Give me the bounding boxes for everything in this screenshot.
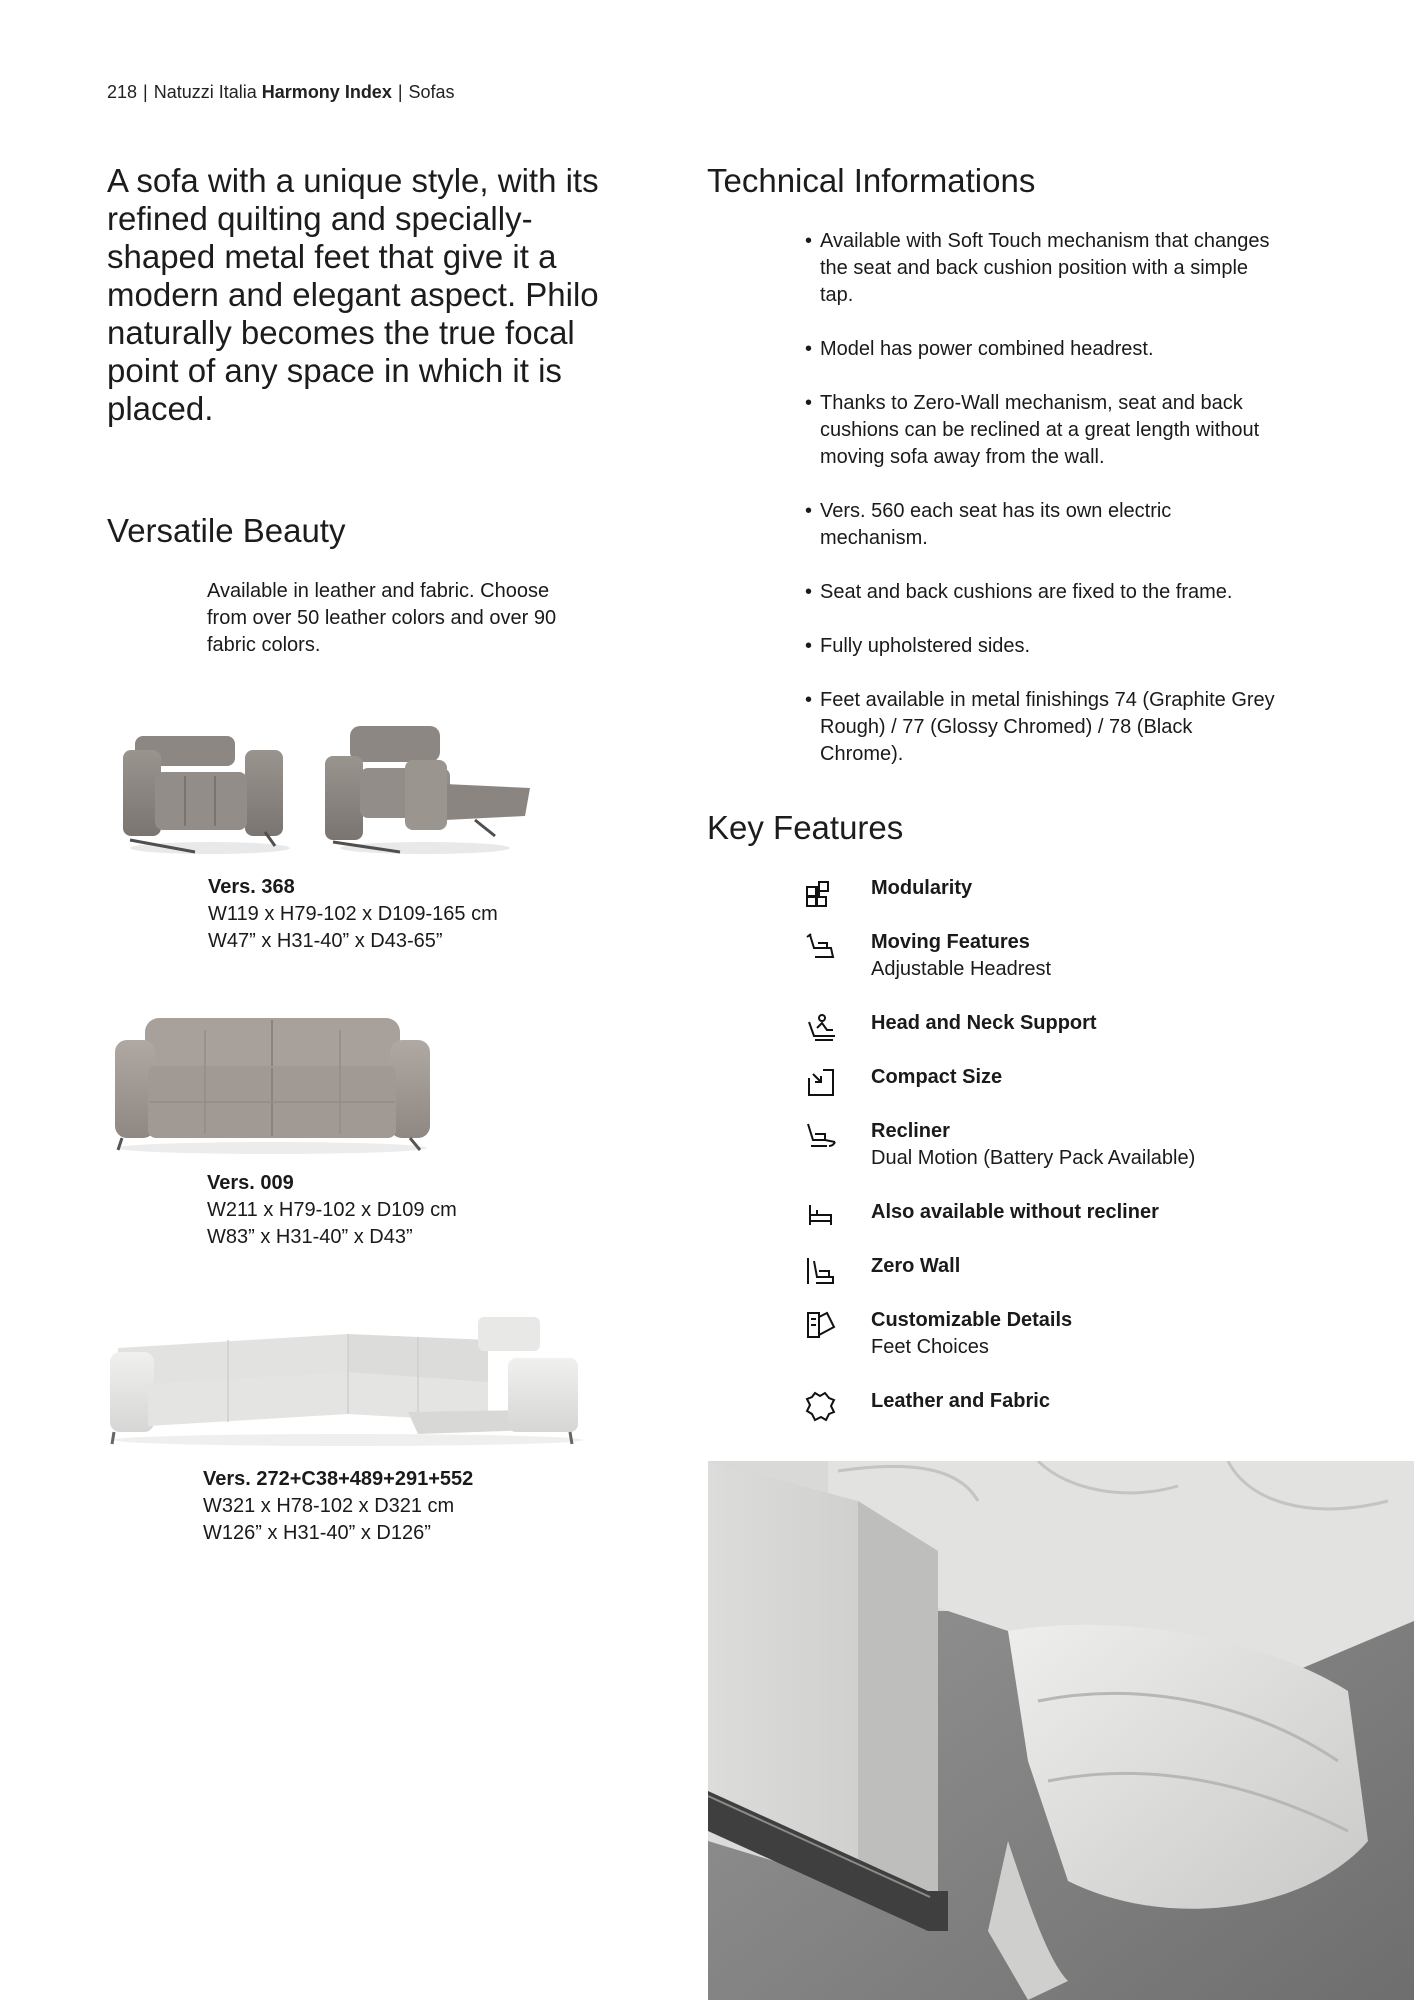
technical-item: • Feet available in metal finishings 74 (Graphite Grey Rough) / 77 (Glossy Chromed) / 78 (Black Chrome).: [805, 687, 1275, 768]
sectional-image: [108, 1312, 588, 1447]
version-name: Vers. 272+C38+489+291+552: [203, 1468, 474, 1490]
intro-paragraph: A sofa with a unique style, with its refined quilting and specially-shaped metal feet that give it a modern and elegant aspect. Philo naturally becomes the true focal point of any space in which it is placed.: [107, 162, 599, 427]
zero-wall-icon: [805, 1255, 837, 1287]
modularity-icon: [805, 877, 837, 909]
version-dimensions-inch: W47” x H31-40” x D43-65”: [208, 930, 443, 952]
key-features-title: Key Features: [707, 809, 904, 846]
technical-item: • Fully upholstered sides.: [805, 633, 1275, 660]
armchair-image: [115, 720, 545, 860]
technical-title: Technical Informations: [707, 162, 1036, 199]
feature-title: Modularity: [871, 877, 973, 899]
head-neck-support-icon: [805, 1012, 837, 1044]
compact-size-icon: [805, 1066, 837, 1098]
feature-title: Zero Wall: [871, 1255, 961, 1277]
version-dimensions-cm: W211 x H79-102 x D109 cm: [207, 1199, 457, 1221]
leather-fabric-icon: [805, 1390, 837, 1422]
technical-item: • Seat and back cushions are fixed to the frame.: [805, 579, 1275, 606]
brand-name: Natuzzi Italia: [153, 82, 257, 102]
version-dimensions-inch: W83” x H31-40” x D43”: [207, 1226, 413, 1248]
version-dimensions-cm: W321 x H78-102 x D321 cm: [203, 1495, 455, 1517]
version-009: [207, 1170, 457, 1251]
recliner-icon: [805, 1120, 837, 1152]
technical-item: • Thanks to Zero-Wall mechanism, seat and back cushions can be reclined at a great length without moving sofa away from the wall.: [805, 390, 1275, 471]
feature-title: Also available without recliner: [871, 1201, 1159, 1223]
version-name: Vers. 009: [207, 1172, 294, 1194]
feature-subtitle: Dual Motion (Battery Pack Available): [871, 1147, 1196, 1169]
feature-title: Compact Size: [871, 1066, 1003, 1088]
versatile-title: Versatile Beauty: [107, 512, 346, 549]
feature-subtitle: Feet Choices: [871, 1336, 989, 1358]
technical-item: • Available with Soft Touch mechanism that changes the seat and back cushion position with a simple tap.: [805, 228, 1275, 309]
feature-title: Recliner: [871, 1120, 950, 1142]
versatile-text: Available in leather and fabric. Choose from over 50 leather colors and over 90 fabric colors.: [207, 580, 557, 656]
feature-title: Leather and Fabric: [871, 1390, 1050, 1412]
version-dimensions-inch: W126” x H31-40” x D126”: [203, 1522, 431, 1544]
technical-item: • Vers. 560 each seat has its own electric mechanism.: [805, 498, 1275, 552]
moving-features-icon: [805, 931, 837, 963]
section-name: Sofas: [408, 82, 455, 102]
customizable-icon: [805, 1309, 837, 1341]
sofa-detail-photo: [708, 1461, 1414, 2000]
technical-item: • Model has power combined headrest.: [805, 336, 1275, 363]
version-name: Vers. 368: [208, 876, 295, 898]
sofa-image: [110, 1010, 435, 1155]
page-header: 218 | Natuzzi Italia Harmony Index | Sofas: [107, 82, 455, 102]
version-dimensions-cm: W119 x H79-102 x D109-165 cm: [208, 903, 498, 925]
feature-subtitle: Adjustable Headrest: [871, 958, 1052, 980]
index-name: Harmony Index: [261, 82, 392, 102]
feature-title: Moving Features: [871, 931, 1030, 953]
without-recliner-icon: [805, 1201, 837, 1233]
page-number: 218: [107, 82, 138, 102]
technical-list: [805, 228, 1275, 795]
version-272: [203, 1466, 473, 1547]
version-368: [208, 874, 498, 955]
feature-title: Head and Neck Support: [871, 1012, 1097, 1034]
feature-title: Customizable Details: [871, 1309, 1073, 1331]
